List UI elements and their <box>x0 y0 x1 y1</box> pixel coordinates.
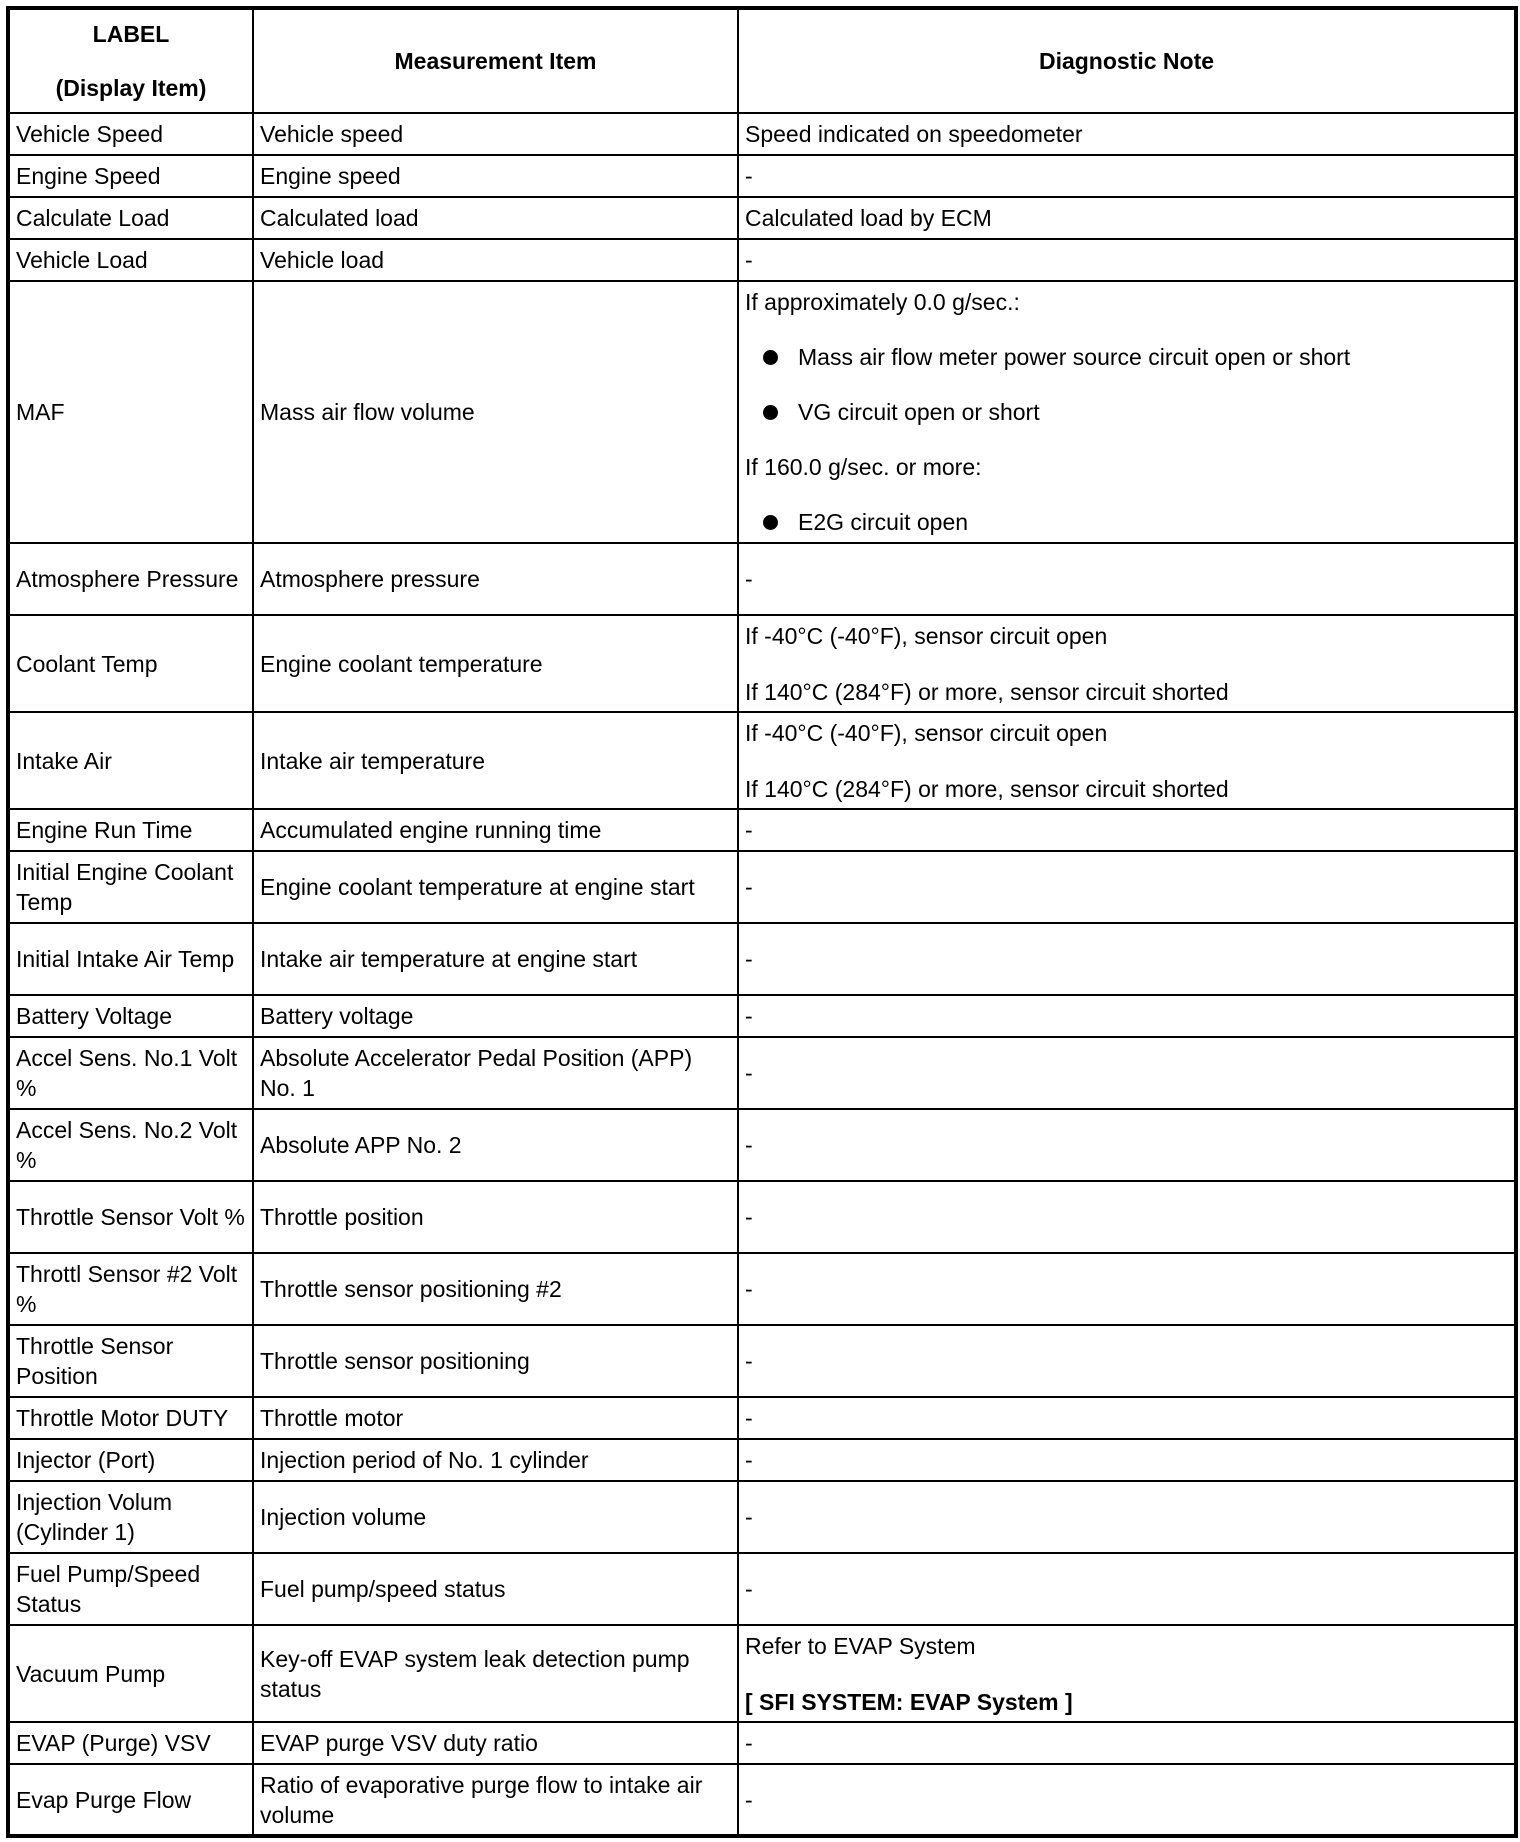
row-label: Accel Sens. No.1 Volt % <box>8 1037 253 1109</box>
table-row <box>8 1325 1516 1397</box>
table-row <box>8 712 1516 809</box>
note-text: If 140°C (284°F) or more, sensor circuit shorted <box>745 678 1229 705</box>
row-label: Coolant Temp <box>8 615 253 712</box>
row-label: Vacuum Pump <box>8 1625 253 1722</box>
row-item: Vehicle load <box>253 239 738 281</box>
row-item: Engine coolant temperature at engine start <box>253 851 738 923</box>
row-label: Battery Voltage <box>8 995 253 1037</box>
row-item: Fuel pump/speed status <box>253 1553 738 1625</box>
row-item: Absolute Accelerator Pedal Position (APP) No. 1 <box>253 1037 738 1109</box>
row-note: - <box>738 1481 1516 1553</box>
data-list-table <box>6 6 1518 1838</box>
row-label: Injection Volum (Cylinder 1) <box>8 1481 253 1553</box>
table-row <box>8 1439 1516 1481</box>
row-note: - <box>738 1553 1516 1625</box>
row-item: Intake air temperature <box>253 712 738 809</box>
row-item: Mass air flow volume <box>253 281 738 543</box>
row-note: Calculated load by ECM <box>738 197 1516 239</box>
row-item: Throttle sensor positioning <box>253 1325 738 1397</box>
table-row <box>8 923 1516 995</box>
row-note: - <box>738 1253 1516 1325</box>
row-note <box>738 615 1516 712</box>
note-bullet <box>745 397 1508 427</box>
note-bullet-text: VG circuit open or short <box>798 399 1040 425</box>
row-item: Throttle motor <box>253 1397 738 1439</box>
row-item: Calculated load <box>253 197 738 239</box>
row-note: - <box>738 809 1516 851</box>
row-note <box>738 712 1516 809</box>
table-row <box>8 543 1516 615</box>
table-row <box>8 1553 1516 1625</box>
table-row <box>8 1481 1516 1553</box>
table-row <box>8 1109 1516 1181</box>
note-text: Refer to EVAP System <box>745 1632 976 1659</box>
row-label: Initial Intake Air Temp <box>8 923 253 995</box>
table-row <box>8 1397 1516 1439</box>
row-label: Initial Engine Coolant Temp <box>8 851 253 923</box>
note-text: If 160.0 g/sec. or more: <box>745 454 982 480</box>
row-label: Intake Air <box>8 712 253 809</box>
table-row <box>8 1037 1516 1109</box>
row-note: - <box>738 851 1516 923</box>
table-row <box>8 615 1516 712</box>
header-measurement-item: Measurement Item <box>253 8 738 113</box>
row-label: EVAP (Purge) VSV <box>8 1722 253 1764</box>
row-item: Throttle sensor positioning #2 <box>253 1253 738 1325</box>
row-note: - <box>738 995 1516 1037</box>
header-label-line2: (Display Item) <box>55 75 207 101</box>
note-bullet-text: E2G circuit open <box>798 509 969 535</box>
table-header-row <box>8 8 1516 113</box>
note-text: If -40°C (-40°F), sensor circuit open <box>745 622 1108 649</box>
note-bullet <box>745 342 1508 372</box>
row-item: EVAP purge VSV duty ratio <box>253 1722 738 1764</box>
table-row <box>8 155 1516 197</box>
row-item: Injection volume <box>253 1481 738 1553</box>
row-note <box>738 281 1516 543</box>
row-note: - <box>738 1439 1516 1481</box>
row-note: - <box>738 1764 1516 1836</box>
header-label-line1: LABEL <box>92 21 170 47</box>
row-label: Atmosphere Pressure <box>8 543 253 615</box>
row-item: Absolute APP No. 2 <box>253 1109 738 1181</box>
bullet-icon <box>763 405 778 420</box>
table-row <box>8 1253 1516 1325</box>
row-item: Injection period of No. 1 cylinder <box>253 1439 738 1481</box>
table-row <box>8 995 1516 1037</box>
row-label: Accel Sens. No.2 Volt % <box>8 1109 253 1181</box>
row-label: Evap Purge Flow <box>8 1764 253 1836</box>
row-note: - <box>738 1181 1516 1253</box>
table-row <box>8 113 1516 155</box>
bullet-icon <box>763 515 778 530</box>
row-note: - <box>738 239 1516 281</box>
row-label: Vehicle Load <box>8 239 253 281</box>
table-row <box>8 1722 1516 1764</box>
row-note: - <box>738 1397 1516 1439</box>
table-row <box>8 239 1516 281</box>
row-note: - <box>738 543 1516 615</box>
row-item: Accumulated engine running time <box>253 809 738 851</box>
row-label: Throttle Motor DUTY <box>8 1397 253 1439</box>
row-label: MAF <box>8 281 253 543</box>
row-item: Engine speed <box>253 155 738 197</box>
row-note: - <box>738 1037 1516 1109</box>
row-note: - <box>738 1325 1516 1397</box>
row-note: - <box>738 155 1516 197</box>
row-label: Engine Speed <box>8 155 253 197</box>
note-text: If approximately 0.0 g/sec.: <box>745 289 1020 315</box>
row-note: - <box>738 1722 1516 1764</box>
row-note <box>738 1625 1516 1722</box>
row-item: Atmosphere pressure <box>253 543 738 615</box>
row-note: - <box>738 1109 1516 1181</box>
row-label: Vehicle Speed <box>8 113 253 155</box>
table-row <box>8 1625 1516 1722</box>
table-row <box>8 1764 1516 1836</box>
note-bullet <box>745 507 1508 537</box>
row-item: Battery voltage <box>253 995 738 1037</box>
row-item: Ratio of evaporative purge flow to intake air volume <box>253 1764 738 1836</box>
row-item: Intake air temperature at engine start <box>253 923 738 995</box>
row-item: Vehicle speed <box>253 113 738 155</box>
row-note: - <box>738 923 1516 995</box>
table-row <box>8 809 1516 851</box>
table-row <box>8 1181 1516 1253</box>
header-label <box>8 8 253 113</box>
row-item: Key-off EVAP system leak detection pump status <box>253 1625 738 1722</box>
row-label: Injector (Port) <box>8 1439 253 1481</box>
table-row <box>8 197 1516 239</box>
row-item: Engine coolant temperature <box>253 615 738 712</box>
note-text: If -40°C (-40°F), sensor circuit open <box>745 719 1108 746</box>
row-label: Calculate Load <box>8 197 253 239</box>
note-link[interactable]: [ SFI SYSTEM: EVAP System ] <box>745 1688 1073 1715</box>
row-item: Throttle position <box>253 1181 738 1253</box>
table-row <box>8 281 1516 543</box>
bullet-icon <box>763 350 778 365</box>
header-diagnostic-note: Diagnostic Note <box>738 8 1516 113</box>
row-note: Speed indicated on speedometer <box>738 113 1516 155</box>
row-label: Throttl Sensor #2 Volt % <box>8 1253 253 1325</box>
row-label: Throttle Sensor Volt % <box>8 1181 253 1253</box>
row-label: Fuel Pump/Speed Status <box>8 1553 253 1625</box>
row-label: Throttle Sensor Position <box>8 1325 253 1397</box>
table-row <box>8 851 1516 923</box>
note-text: If 140°C (284°F) or more, sensor circuit shorted <box>745 775 1229 802</box>
note-bullet-text: Mass air flow meter power source circuit open or short <box>798 344 1351 370</box>
row-label: Engine Run Time <box>8 809 253 851</box>
